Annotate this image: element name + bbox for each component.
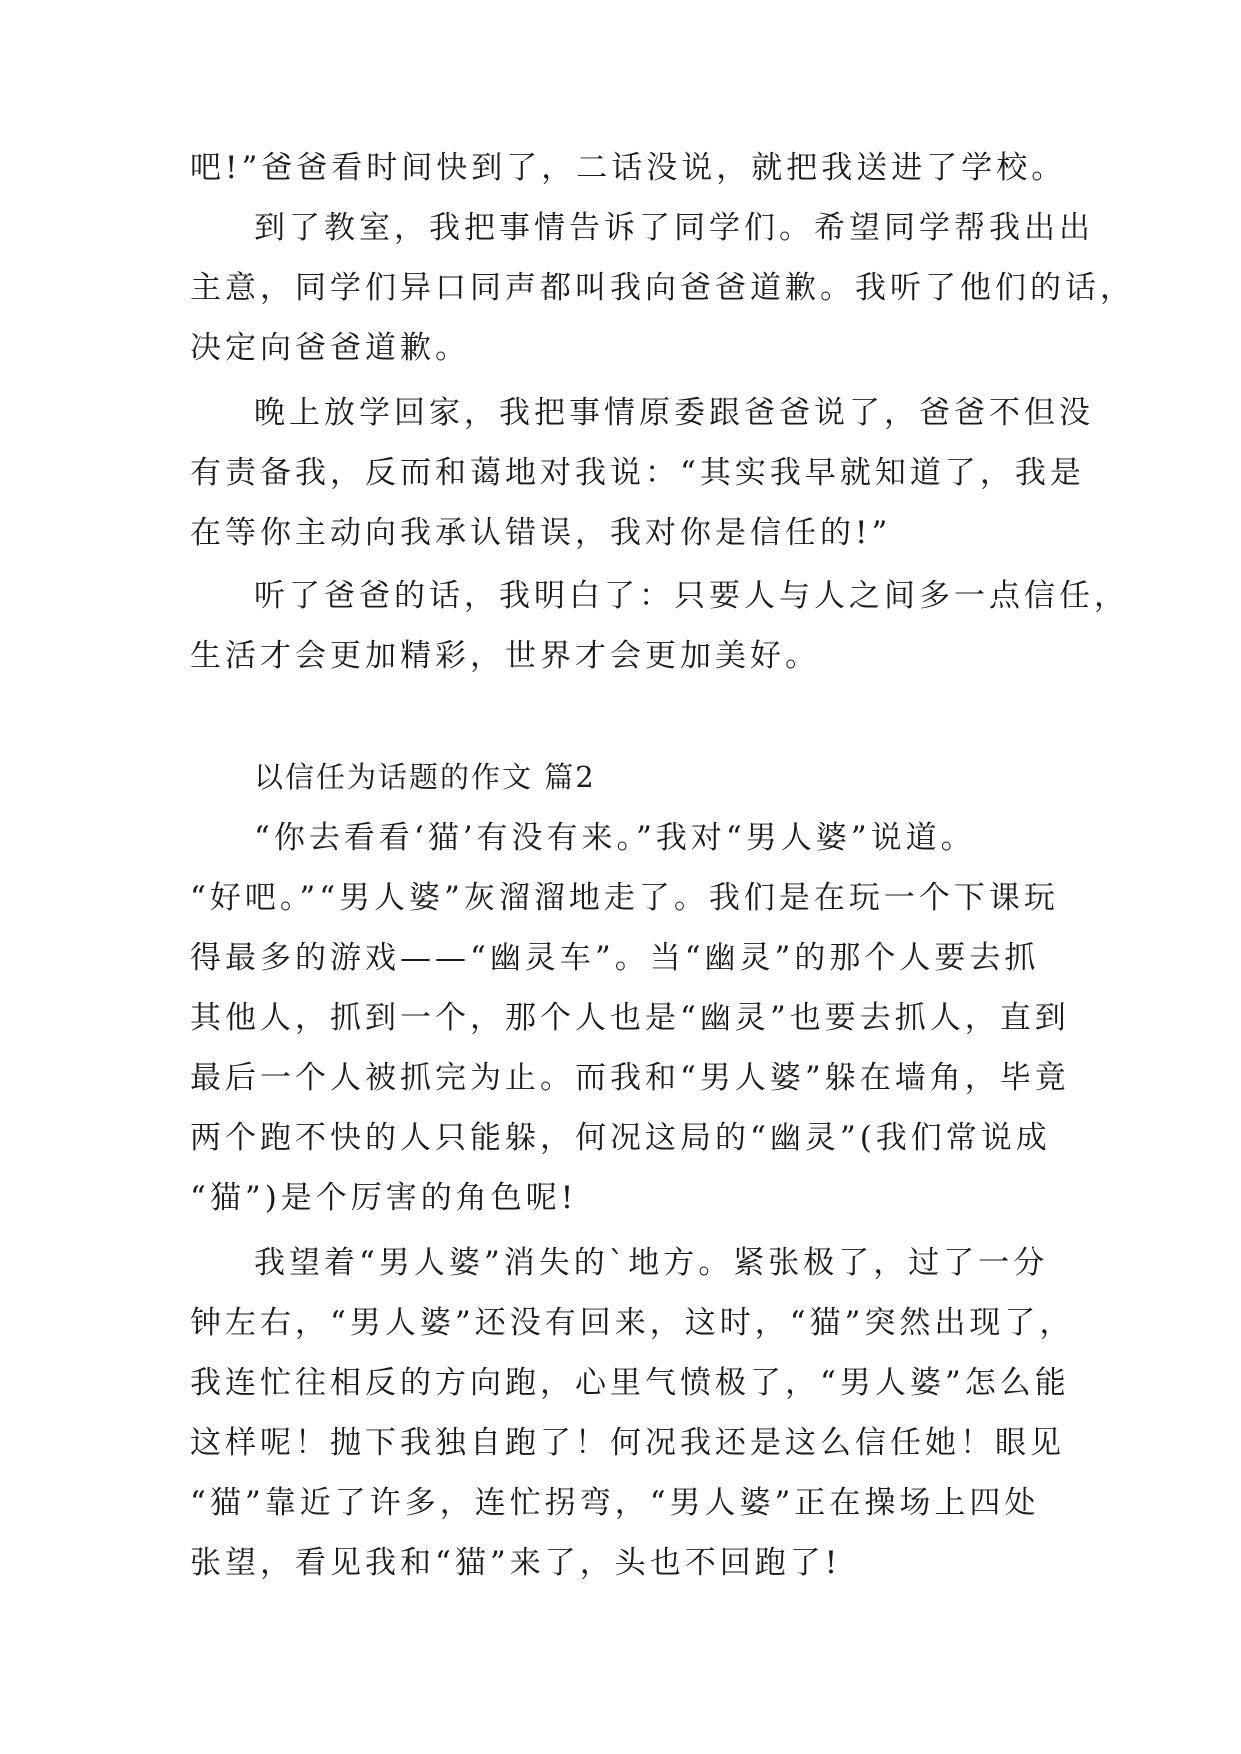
paragraph-line: 最后一个人被抓完为止。而我和“男人婆”躲在墙角，毕竟 xyxy=(190,1060,1070,1096)
paragraph-line: 有责备我，反而和蔼地对我说：“其实我早就知道了，我是 xyxy=(190,455,1085,491)
section-title: 以信任为话题的作文 篇2 xyxy=(254,760,596,794)
paragraph-line: 生活才会更加精彩，世界才会更加美好。 xyxy=(190,638,820,674)
paragraph-line: 在等你主动向我承认错误，我对你是信任的!” xyxy=(190,515,892,551)
paragraph-line: 这样呢！抛下我独自跑了！何况我还是这么信任她！眼见 xyxy=(190,1425,1065,1461)
paragraph-line: 吧!”爸爸看时间快到了，二话没说，就把我送进了学校。 xyxy=(190,150,1067,186)
paragraph-line: 两个跑不快的人只能躲，何况这局的“幽灵”(我们常说成 xyxy=(190,1120,1051,1156)
paragraph-line: “你去看看‘猫’有没有来。”我对“男人婆”说道。 xyxy=(254,820,976,856)
paragraph-line: “好吧。”“男人婆”灰溜溜地走了。我们是在玩一个下课玩 xyxy=(190,880,1059,916)
paragraph-line: “猫”靠近了许多，连忙拐弯，“男人婆”正在操场上四处 xyxy=(190,1485,1040,1521)
paragraph-line: 决定向爸爸道歉。 xyxy=(190,330,470,366)
paragraph-line: 我望着“男人婆”消失的`地方。紧张极了，过了一分 xyxy=(254,1245,1049,1281)
paragraph-line: 钟左右，“男人婆”还没有回来，这时，“猫”突然出现了， xyxy=(190,1305,1075,1341)
paragraph-line: 得最多的游戏——“幽灵车”。当“幽灵”的那个人要去抓 xyxy=(190,940,1040,976)
paragraph-line: 张望，看见我和“猫”来了，头也不回跑了! xyxy=(190,1545,842,1581)
paragraph-line: 其他人，抓到一个，那个人也是“幽灵”也要去抓人，直到 xyxy=(190,1000,1070,1036)
paragraph-line: 主意，同学们异口同声都叫我向爸爸道歉。我听了他们的话， xyxy=(190,270,1135,306)
paragraph-line: 我连忙往相反的方向跑，心里气愤极了，“男人婆”怎么能 xyxy=(190,1365,1070,1401)
paragraph-line: 听了爸爸的话，我明白了：只要人与人之间多一点信任， xyxy=(254,578,1129,614)
paragraph-line: 晚上放学回家，我把事情原委跟爸爸说了，爸爸不但没 xyxy=(254,395,1094,431)
paragraph-line: “猫”)是个厉害的角色呢! xyxy=(190,1180,578,1216)
paragraph-line: 到了教室，我把事情告诉了同学们。希望同学帮我出出 xyxy=(254,210,1094,246)
